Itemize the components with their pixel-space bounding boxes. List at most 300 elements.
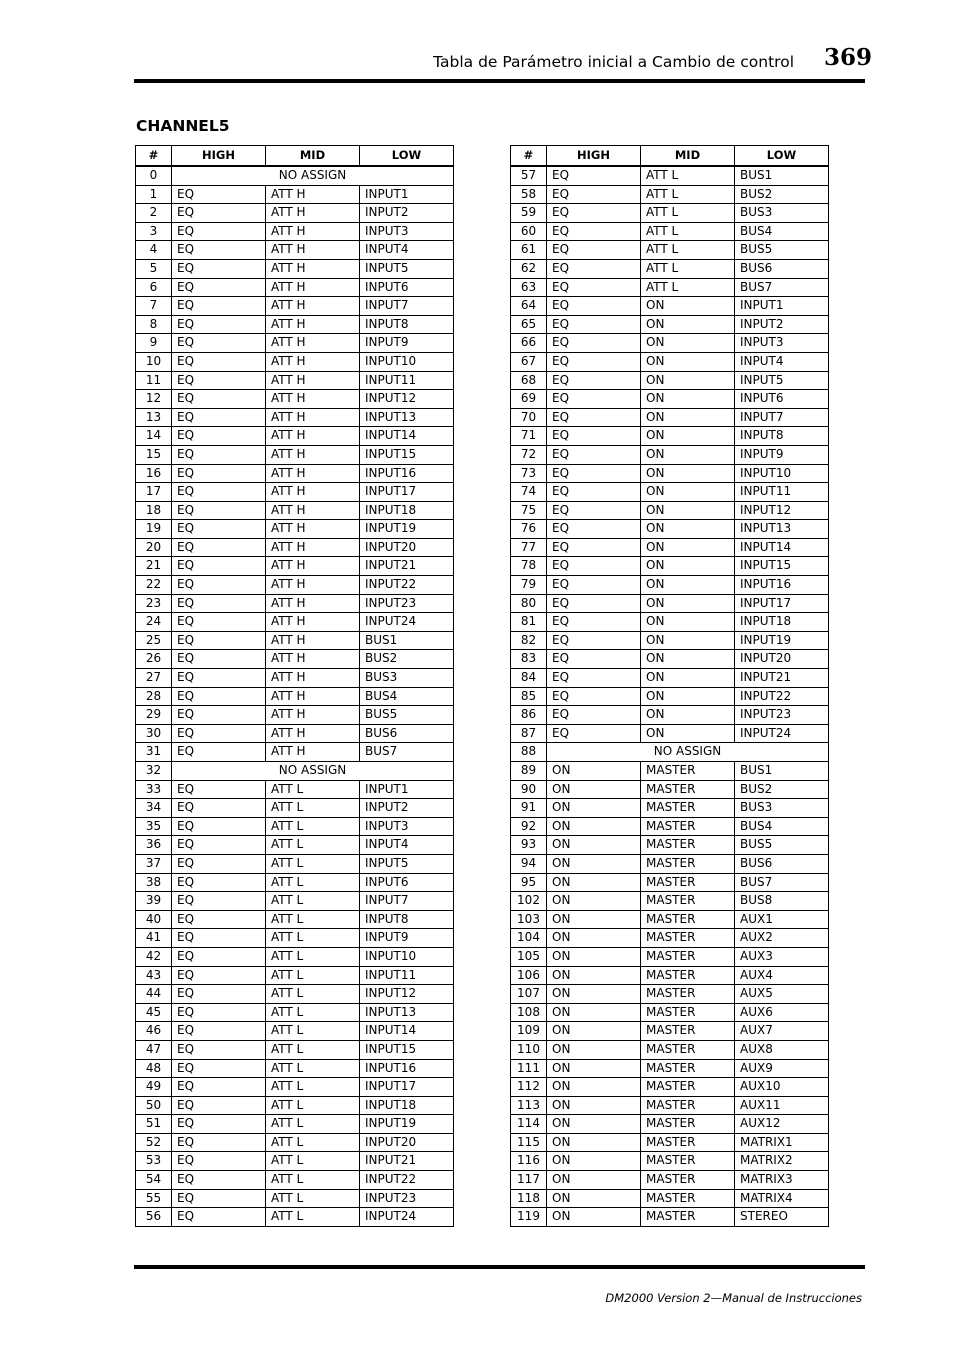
- table-row: [136, 799, 454, 818]
- cell-low: INPUT11: [360, 966, 454, 985]
- cell-low: AUX3: [735, 947, 829, 966]
- cell-number: 55: [136, 1189, 172, 1208]
- cell-number: 17: [136, 483, 172, 502]
- cell-mid: MASTER: [641, 1040, 735, 1059]
- cell-mid: MASTER: [641, 873, 735, 892]
- cell-number: 63: [511, 278, 547, 297]
- table-row: [511, 241, 829, 260]
- cell-high: EQ: [172, 836, 266, 855]
- table-row: [511, 520, 829, 539]
- cell-high: EQ: [172, 892, 266, 911]
- cell-high: EQ: [172, 315, 266, 334]
- cell-high: EQ: [547, 613, 641, 632]
- table-row: [511, 501, 829, 520]
- cell-low: INPUT2: [735, 315, 829, 334]
- cell-low: AUX11: [735, 1096, 829, 1115]
- cell-high: EQ: [547, 185, 641, 204]
- cell-low: INPUT19: [360, 1115, 454, 1134]
- cell-high: EQ: [172, 241, 266, 260]
- cell-number: 114: [511, 1115, 547, 1134]
- table-row: [511, 929, 829, 948]
- cell-low: BUS2: [360, 650, 454, 669]
- cell-high: ON: [547, 1003, 641, 1022]
- cell-mid: MASTER: [641, 1208, 735, 1227]
- table-row: [136, 538, 454, 557]
- cell-number: 32: [136, 762, 172, 781]
- cell-mid: ATT H: [266, 241, 360, 260]
- cell-number: 23: [136, 594, 172, 613]
- cell-high: EQ: [172, 854, 266, 873]
- cell-low: INPUT6: [360, 873, 454, 892]
- cell-high: EQ: [172, 408, 266, 427]
- table-row: [511, 1115, 829, 1134]
- table-row: [136, 427, 454, 446]
- cell-high: ON: [547, 762, 641, 781]
- table-row: [511, 408, 829, 427]
- table-row: [136, 910, 454, 929]
- cell-number: 22: [136, 576, 172, 595]
- cell-no-assign: NO ASSIGN: [172, 762, 454, 781]
- cell-mid: ON: [641, 445, 735, 464]
- cell-mid: MASTER: [641, 910, 735, 929]
- cell-mid: ATT H: [266, 743, 360, 762]
- table-row: [136, 352, 454, 371]
- cell-low: BUS1: [735, 762, 829, 781]
- cell-number: 37: [136, 854, 172, 873]
- cell-number: 95: [511, 873, 547, 892]
- table-row: [136, 259, 454, 278]
- cell-low: INPUT3: [735, 334, 829, 353]
- cell-number: 61: [511, 241, 547, 260]
- table-row: [511, 352, 829, 371]
- cell-high: ON: [547, 799, 641, 818]
- table-row: [136, 985, 454, 1004]
- cell-number: 0: [136, 166, 172, 185]
- cell-mid: MASTER: [641, 817, 735, 836]
- cell-low: BUS1: [735, 166, 829, 185]
- cell-high: ON: [547, 836, 641, 855]
- cell-low: INPUT7: [735, 408, 829, 427]
- cell-mid: ATT L: [266, 1096, 360, 1115]
- cell-high: ON: [547, 966, 641, 985]
- cell-high: EQ: [172, 1189, 266, 1208]
- table-header-row: [136, 146, 454, 167]
- cell-mid: ATT H: [266, 538, 360, 557]
- cell-number: 62: [511, 259, 547, 278]
- cell-high: EQ: [172, 724, 266, 743]
- table-row: [511, 706, 829, 725]
- section-title: CHANNEL5: [136, 117, 230, 135]
- table-row: [511, 315, 829, 334]
- cell-number: 4: [136, 241, 172, 260]
- cell-mid: ATT L: [266, 1152, 360, 1171]
- cell-high: EQ: [172, 557, 266, 576]
- cell-low: INPUT23: [360, 1189, 454, 1208]
- cell-low: BUS4: [735, 222, 829, 241]
- cell-low: MATRIX3: [735, 1171, 829, 1190]
- cell-high: EQ: [547, 408, 641, 427]
- cell-high: EQ: [172, 520, 266, 539]
- cell-number: 107: [511, 985, 547, 1004]
- cell-mid: ON: [641, 297, 735, 316]
- cell-mid: ATT H: [266, 706, 360, 725]
- cell-low: AUX2: [735, 929, 829, 948]
- cell-mid: ATT L: [641, 166, 735, 185]
- cell-number: 118: [511, 1189, 547, 1208]
- cell-high: EQ: [172, 297, 266, 316]
- cell-mid: ON: [641, 390, 735, 409]
- cell-low: INPUT12: [360, 985, 454, 1004]
- cell-mid: ATT L: [266, 1078, 360, 1097]
- table-row: [511, 1133, 829, 1152]
- cell-high: EQ: [172, 278, 266, 297]
- cell-low: INPUT18: [735, 613, 829, 632]
- cell-high: ON: [547, 1133, 641, 1152]
- cell-high: EQ: [172, 910, 266, 929]
- cell-mid: ATT L: [266, 929, 360, 948]
- cell-number: 74: [511, 483, 547, 502]
- table-row: [511, 278, 829, 297]
- cell-mid: ON: [641, 334, 735, 353]
- cell-high: EQ: [547, 706, 641, 725]
- table-row: [136, 445, 454, 464]
- cell-high: EQ: [172, 947, 266, 966]
- cell-mid: MASTER: [641, 1171, 735, 1190]
- table-row: [511, 1040, 829, 1059]
- cell-high: EQ: [547, 259, 641, 278]
- cell-high: EQ: [172, 1003, 266, 1022]
- table-row: [136, 576, 454, 595]
- cell-low: INPUT13: [360, 1003, 454, 1022]
- cell-high: EQ: [172, 799, 266, 818]
- cell-high: EQ: [547, 631, 641, 650]
- cell-low: BUS3: [360, 669, 454, 688]
- cell-high: EQ: [172, 1059, 266, 1078]
- cell-mid: ON: [641, 706, 735, 725]
- cell-high: EQ: [172, 1133, 266, 1152]
- cell-number: 83: [511, 650, 547, 669]
- cell-mid: ATT L: [641, 278, 735, 297]
- table-row: [511, 1059, 829, 1078]
- cell-number: 75: [511, 501, 547, 520]
- cell-high: EQ: [547, 445, 641, 464]
- cell-high: EQ: [172, 371, 266, 390]
- cell-low: INPUT5: [360, 259, 454, 278]
- table-row: [136, 1133, 454, 1152]
- cell-mid: ATT L: [266, 947, 360, 966]
- table-row: [136, 1003, 454, 1022]
- cell-number: 87: [511, 724, 547, 743]
- table-row: [136, 1189, 454, 1208]
- cell-mid: MASTER: [641, 1096, 735, 1115]
- cell-mid: ATT H: [266, 631, 360, 650]
- cell-mid: MASTER: [641, 1078, 735, 1097]
- cell-high: ON: [547, 985, 641, 1004]
- table-row: [136, 854, 454, 873]
- cell-high: ON: [547, 1152, 641, 1171]
- cell-high: EQ: [547, 241, 641, 260]
- cell-mid: ATT L: [266, 1003, 360, 1022]
- cell-high: EQ: [172, 483, 266, 502]
- cell-mid: ATT H: [266, 687, 360, 706]
- cell-high: EQ: [172, 464, 266, 483]
- table-row: [136, 1059, 454, 1078]
- cell-mid: ON: [641, 576, 735, 595]
- cell-mid: ATT H: [266, 222, 360, 241]
- table-row: [511, 222, 829, 241]
- cell-number: 44: [136, 985, 172, 1004]
- cell-low: BUS6: [360, 724, 454, 743]
- cell-mid: MASTER: [641, 780, 735, 799]
- cell-mid: ON: [641, 724, 735, 743]
- table-row: [136, 1115, 454, 1134]
- cell-high: ON: [547, 1171, 641, 1190]
- cell-mid: ATT L: [266, 910, 360, 929]
- cell-number: 19: [136, 520, 172, 539]
- cell-high: ON: [547, 1022, 641, 1041]
- cell-number: 70: [511, 408, 547, 427]
- cell-low: INPUT10: [735, 464, 829, 483]
- cell-number: 104: [511, 929, 547, 948]
- parameter-table-right: [510, 145, 829, 1227]
- table-row: [511, 297, 829, 316]
- cell-mid: ON: [641, 613, 735, 632]
- cell-high: ON: [547, 947, 641, 966]
- cell-number: 21: [136, 557, 172, 576]
- cell-low: INPUT18: [360, 1096, 454, 1115]
- cell-low: INPUT22: [360, 576, 454, 595]
- cell-mid: ATT L: [641, 259, 735, 278]
- cell-low: INPUT8: [360, 315, 454, 334]
- cell-number: 109: [511, 1022, 547, 1041]
- cell-number: 111: [511, 1059, 547, 1078]
- cell-low: INPUT12: [360, 390, 454, 409]
- cell-low: INPUT4: [735, 352, 829, 371]
- parameter-table-left: [135, 145, 454, 1227]
- table-row: [511, 464, 829, 483]
- cell-number: 76: [511, 520, 547, 539]
- cell-mid: ON: [641, 483, 735, 502]
- cell-number: 113: [511, 1096, 547, 1115]
- cell-low: INPUT10: [360, 352, 454, 371]
- cell-number: 16: [136, 464, 172, 483]
- cell-low: INPUT8: [360, 910, 454, 929]
- cell-mid: MASTER: [641, 1133, 735, 1152]
- cell-number: 65: [511, 315, 547, 334]
- cell-low: INPUT16: [735, 576, 829, 595]
- table-row: [511, 687, 829, 706]
- cell-high: EQ: [172, 743, 266, 762]
- cell-mid: MASTER: [641, 1059, 735, 1078]
- table-row: [136, 687, 454, 706]
- cell-high: EQ: [547, 501, 641, 520]
- table-row: [511, 427, 829, 446]
- cell-low: INPUT1: [360, 185, 454, 204]
- cell-number: 11: [136, 371, 172, 390]
- cell-low: INPUT13: [735, 520, 829, 539]
- table-row: [136, 1208, 454, 1227]
- cell-number: 30: [136, 724, 172, 743]
- cell-mid: MASTER: [641, 985, 735, 1004]
- cell-low: INPUT22: [360, 1171, 454, 1190]
- cell-mid: MASTER: [641, 892, 735, 911]
- cell-high: EQ: [172, 1022, 266, 1041]
- cell-low: INPUT24: [735, 724, 829, 743]
- cell-high: ON: [547, 873, 641, 892]
- table-row: [511, 780, 829, 799]
- cell-low: BUS6: [735, 259, 829, 278]
- cell-no-assign: NO ASSIGN: [547, 743, 829, 762]
- cell-low: BUS7: [360, 743, 454, 762]
- cell-low: AUX5: [735, 985, 829, 1004]
- cell-high: ON: [547, 780, 641, 799]
- cell-number: 115: [511, 1133, 547, 1152]
- cell-mid: ATT L: [641, 204, 735, 223]
- cell-high: EQ: [172, 780, 266, 799]
- cell-number: 116: [511, 1152, 547, 1171]
- cell-number: 42: [136, 947, 172, 966]
- cell-mid: ATT L: [266, 873, 360, 892]
- cell-mid: ATT H: [266, 669, 360, 688]
- table-row: [511, 538, 829, 557]
- cell-mid: ON: [641, 315, 735, 334]
- cell-low: BUS4: [360, 687, 454, 706]
- cell-low: BUS7: [735, 873, 829, 892]
- table-row: [511, 576, 829, 595]
- cell-low: INPUT18: [360, 501, 454, 520]
- cell-high: EQ: [547, 483, 641, 502]
- table-row: [136, 520, 454, 539]
- cell-number: 12: [136, 390, 172, 409]
- cell-low: BUS6: [735, 854, 829, 873]
- cell-mid: ATT L: [266, 1059, 360, 1078]
- cell-mid: MASTER: [641, 947, 735, 966]
- cell-mid: ATT L: [266, 780, 360, 799]
- cell-low: INPUT5: [360, 854, 454, 873]
- cell-number: 90: [511, 780, 547, 799]
- cell-mid: ATT H: [266, 315, 360, 334]
- cell-high: ON: [547, 910, 641, 929]
- cell-number: 51: [136, 1115, 172, 1134]
- cell-mid: ON: [641, 408, 735, 427]
- cell-number: 119: [511, 1208, 547, 1227]
- cell-low: INPUT21: [735, 669, 829, 688]
- cell-number: 105: [511, 947, 547, 966]
- cell-number: 36: [136, 836, 172, 855]
- cell-mid: ATT L: [266, 966, 360, 985]
- table-row: [511, 483, 829, 502]
- cell-number: 59: [511, 204, 547, 223]
- cell-low: INPUT14: [360, 427, 454, 446]
- cell-high: EQ: [172, 576, 266, 595]
- table-row: [511, 836, 829, 855]
- cell-low: BUS5: [735, 241, 829, 260]
- cell-number: 38: [136, 873, 172, 892]
- cell-high: EQ: [547, 669, 641, 688]
- cell-number: 45: [136, 1003, 172, 1022]
- cell-mid: ATT L: [266, 1022, 360, 1041]
- cell-low: BUS1: [360, 631, 454, 650]
- cell-low: INPUT19: [360, 520, 454, 539]
- table-row: [511, 1171, 829, 1190]
- cell-number: 94: [511, 854, 547, 873]
- cell-high: EQ: [547, 315, 641, 334]
- cell-mid: ATT H: [266, 650, 360, 669]
- cell-mid: ATT L: [266, 799, 360, 818]
- column-header-high: HIGH: [172, 146, 266, 167]
- cell-low: BUS7: [735, 278, 829, 297]
- cell-number: 48: [136, 1059, 172, 1078]
- cell-number: 24: [136, 613, 172, 632]
- cell-mid: ATT H: [266, 259, 360, 278]
- table-row: [511, 854, 829, 873]
- cell-high: EQ: [547, 650, 641, 669]
- cell-high: EQ: [172, 427, 266, 446]
- column-header-high: HIGH: [547, 146, 641, 167]
- cell-high: EQ: [547, 557, 641, 576]
- table-row: [136, 613, 454, 632]
- table-row: [511, 947, 829, 966]
- cell-low: AUX9: [735, 1059, 829, 1078]
- cell-low: INPUT20: [360, 1133, 454, 1152]
- table-row: [511, 724, 829, 743]
- cell-number: 29: [136, 706, 172, 725]
- cell-high: EQ: [172, 650, 266, 669]
- cell-number: 68: [511, 371, 547, 390]
- cell-number: 84: [511, 669, 547, 688]
- cell-low: INPUT11: [735, 483, 829, 502]
- cell-number: 71: [511, 427, 547, 446]
- table-row: [136, 371, 454, 390]
- cell-low: INPUT16: [360, 464, 454, 483]
- cell-number: 35: [136, 817, 172, 836]
- cell-low: BUS2: [735, 780, 829, 799]
- cell-number: 110: [511, 1040, 547, 1059]
- table-row: [511, 1208, 829, 1227]
- cell-number: 57: [511, 166, 547, 185]
- cell-low: INPUT14: [360, 1022, 454, 1041]
- cell-mid: MASTER: [641, 966, 735, 985]
- table-row: [136, 166, 454, 185]
- cell-mid: ATT H: [266, 594, 360, 613]
- cell-low: INPUT9: [360, 334, 454, 353]
- cell-high: EQ: [547, 352, 641, 371]
- cell-number: 92: [511, 817, 547, 836]
- cell-mid: MASTER: [641, 836, 735, 855]
- cell-number: 7: [136, 297, 172, 316]
- table-row: [511, 613, 829, 632]
- table-row: [136, 594, 454, 613]
- cell-high: EQ: [547, 687, 641, 706]
- cell-low: INPUT9: [735, 445, 829, 464]
- cell-low: INPUT6: [735, 390, 829, 409]
- cell-low: INPUT21: [360, 1152, 454, 1171]
- cell-number: 33: [136, 780, 172, 799]
- cell-number: 117: [511, 1171, 547, 1190]
- column-header-mid: MID: [641, 146, 735, 167]
- table-row: [511, 985, 829, 1004]
- cell-high: EQ: [172, 204, 266, 223]
- cell-mid: ATT H: [266, 445, 360, 464]
- table-row: [511, 166, 829, 185]
- table-row: [136, 464, 454, 483]
- table-row: [511, 892, 829, 911]
- table-row: [511, 557, 829, 576]
- cell-low: INPUT15: [735, 557, 829, 576]
- table-row: [511, 631, 829, 650]
- cell-low: AUX12: [735, 1115, 829, 1134]
- cell-high: ON: [547, 1059, 641, 1078]
